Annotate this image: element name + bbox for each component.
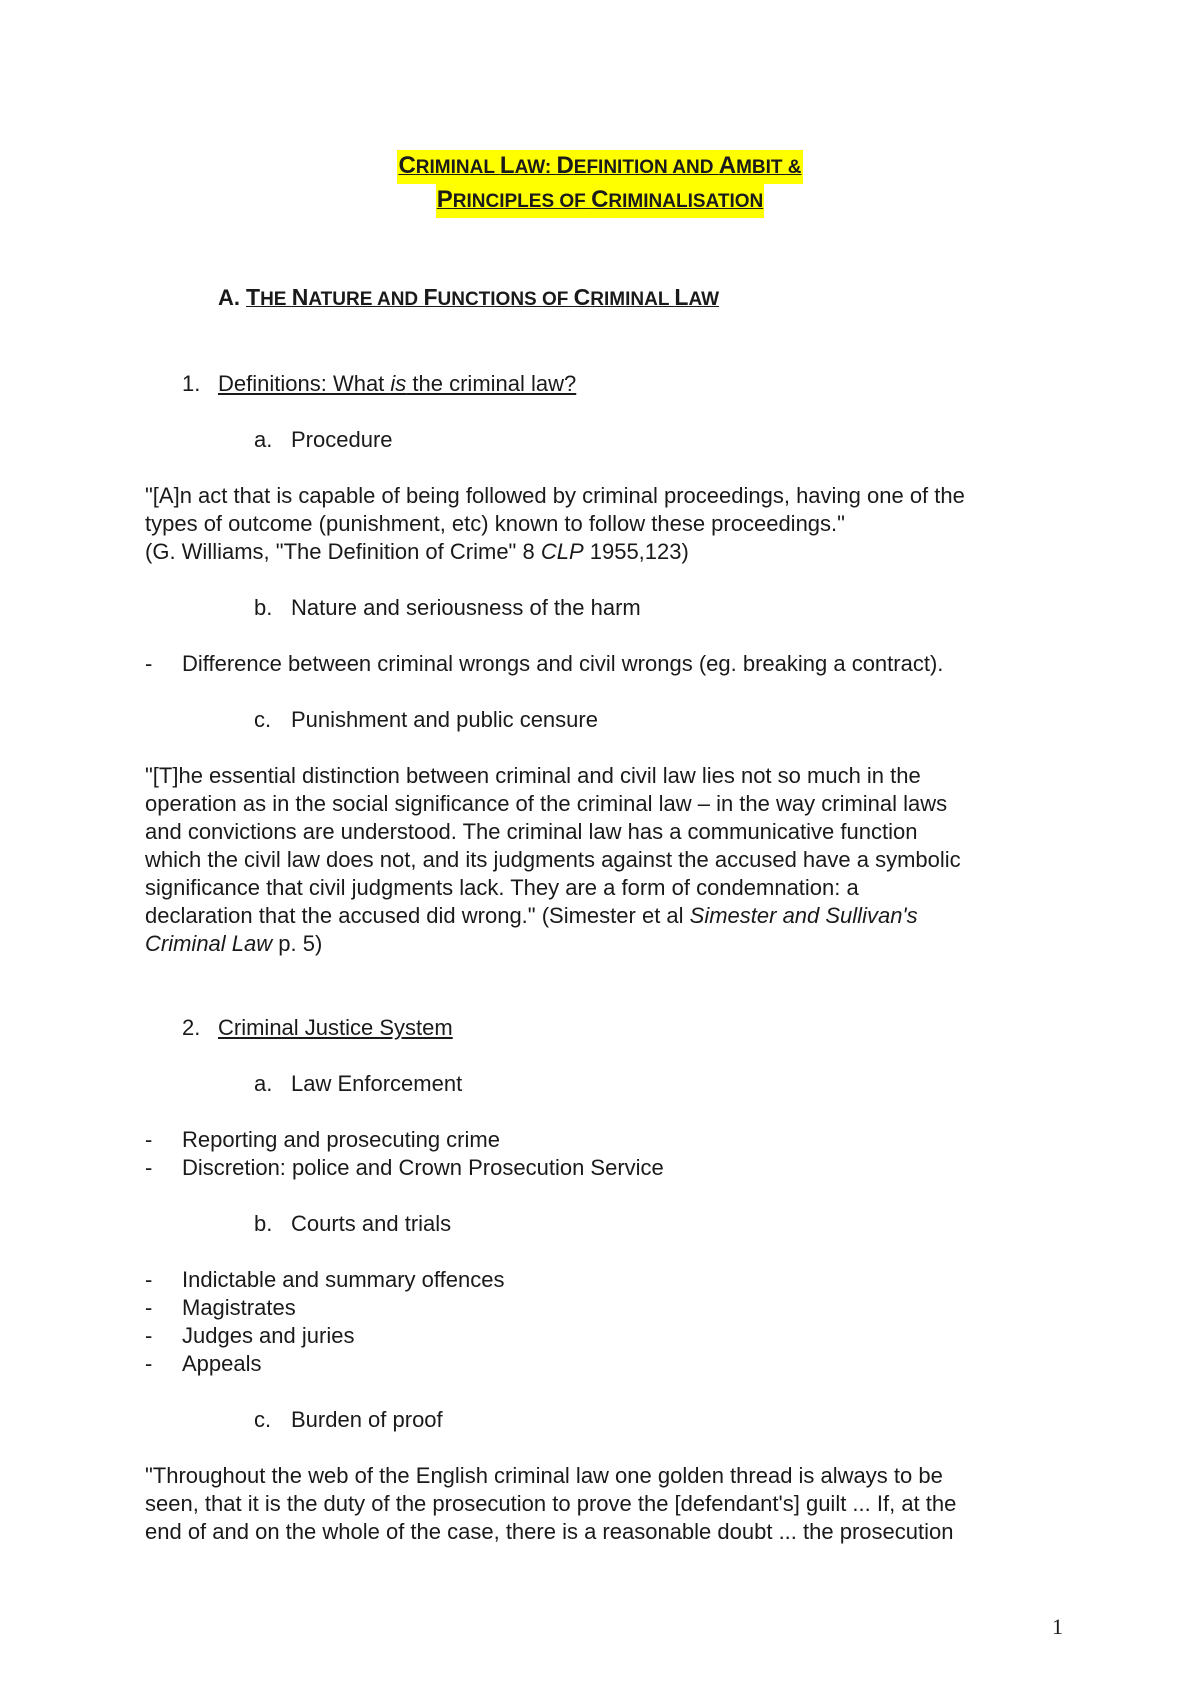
title-line-2: PRINCIPLES OF CRIMINALISATION xyxy=(436,184,764,218)
bullet-dash: - xyxy=(145,1155,153,1180)
quote-line: "Throughout the web of the English criminal law one golden thread is always to be xyxy=(145,1463,943,1488)
bullet-text: Reporting and prosecuting crime xyxy=(182,1127,500,1152)
subheading-burden-proof: Burden of proof xyxy=(291,1407,443,1432)
title-line-1: CRIMINAL LAW: DEFINITION AND AMBIT & xyxy=(397,150,802,184)
quote-line: operation as in the social significance of the criminal law – in the way criminal laws xyxy=(145,791,948,816)
subheading-law-enforcement: Law Enforcement xyxy=(291,1071,463,1096)
quote-line: seen, that it is the duty of the prosecution to prove the [defendant's] guilt ... If, at the xyxy=(145,1491,957,1516)
bullet-text: Difference between criminal wrongs and civil wrongs (eg. breaking a contract). xyxy=(182,651,944,676)
bullet-text: Discretion: police and Crown Prosecution Service xyxy=(182,1155,664,1180)
quote-line: Criminal Law p. 5) xyxy=(145,931,323,956)
item-1-heading: Definitions: What is the criminal law? xyxy=(218,371,577,396)
subheading-letter: a. xyxy=(254,427,273,452)
citation: (G. Williams, "The Definition of Crime" 8 CLP 1955,123) xyxy=(145,539,689,564)
subheading-letter: a. xyxy=(254,1071,273,1096)
item-1-number: 1. xyxy=(182,371,201,396)
subheading-letter: c. xyxy=(254,1407,272,1432)
bullet-text: Appeals xyxy=(182,1351,262,1376)
subheading-letter: c. xyxy=(254,707,272,732)
bullet-text: Magistrates xyxy=(182,1295,296,1320)
subheading-letter: b. xyxy=(254,595,273,620)
bullet-dash: - xyxy=(145,1351,153,1376)
quote-line: and convictions are understood. The criminal law has a communicative function xyxy=(145,819,918,844)
page-number: 1 xyxy=(1052,1614,1063,1639)
bullet-text: Judges and juries xyxy=(182,1323,355,1348)
item-2-number: 2. xyxy=(182,1015,201,1040)
item-2-heading: Criminal Justice System xyxy=(218,1015,453,1040)
quote-line: "[T]he essential distinction between criminal and civil law lies not so much in the xyxy=(145,763,921,788)
subheading-nature-harm: Nature and seriousness of the harm xyxy=(291,595,641,620)
quote-line: types of outcome (punishment, etc) known to follow these proceedings." xyxy=(145,511,845,536)
bullet-dash: - xyxy=(145,1323,153,1348)
quote-line: end of and on the whole of the case, there is a reasonable doubt ... the prosecution xyxy=(145,1519,954,1544)
subheading-courts-trials: Courts and trials xyxy=(291,1211,452,1236)
subheading-procedure: Procedure xyxy=(291,427,393,452)
quote-line: which the civil law does not, and its judgments against the accused have a symbolic xyxy=(145,847,961,872)
quote-line: significance that civil judgments lack. They are a form of condemnation: a xyxy=(145,875,859,900)
bullet-dash: - xyxy=(145,1127,153,1152)
document-title xyxy=(0,150,1200,218)
bullet-dash: - xyxy=(145,651,153,676)
subheading-punishment: Punishment and public censure xyxy=(291,707,598,732)
bullet-dash: - xyxy=(145,1267,153,1292)
quote-line: declaration that the accused did wrong." (Simester et al Simester and Sullivan's xyxy=(145,903,918,928)
subheading-letter: b. xyxy=(254,1211,273,1236)
section-heading-a: A. THE NATURE AND FUNCTIONS OF CRIMINAL LAW xyxy=(218,284,720,310)
bullet-dash: - xyxy=(145,1295,153,1320)
quote-line: "[A]n act that is capable of being followed by criminal proceedings, having one of the xyxy=(145,483,965,508)
bullet-text: Indictable and summary offences xyxy=(182,1267,505,1292)
